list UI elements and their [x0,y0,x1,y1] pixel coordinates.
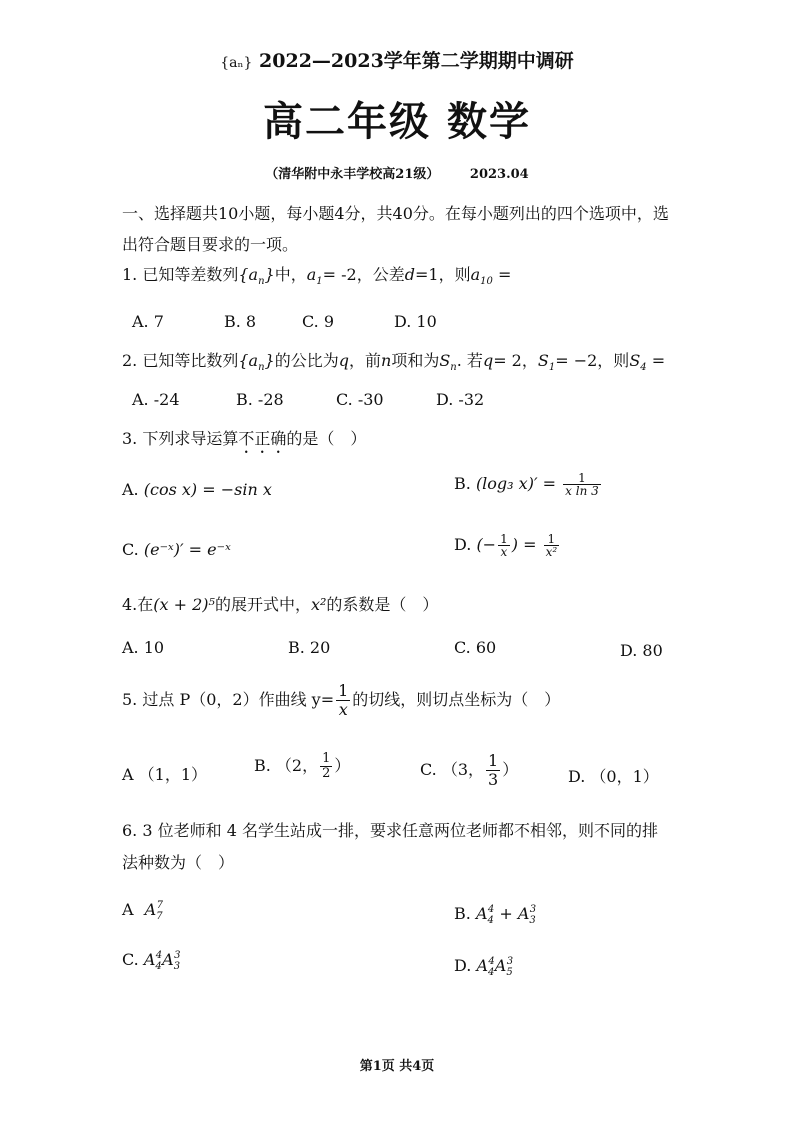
option-fraction: $\frac{1}{\text{x ln 3}}$ [565,471,599,498]
exam-date: 2023.04 [469,167,529,182]
q3-option-d [454,533,561,558]
q2-option-d: D. -32 [436,390,485,409]
q5-option-a: A （1，1） [122,765,208,784]
q5-text: 5. 过点 P（0，2）作曲线 y= [122,690,335,709]
q2-text: 项和为 [391,351,440,370]
q2-text: = [646,351,666,370]
q4-option-c: C. 60 [454,638,497,657]
q2-option-a: A. -24 [132,390,180,409]
option-label: B. [454,904,471,923]
option-label: D. [454,535,472,554]
option-label: B. [454,474,471,493]
q6-option-d: D. $A_4^4A_5^3$ [454,956,514,978]
option-label: C. [122,950,139,969]
q1-option-a: A. 7 [132,312,164,331]
question-4 [122,592,438,615]
q4-term: x² [310,595,327,614]
q1-text: = -2，公差 [322,265,405,284]
option-text: C. （3， [420,760,485,779]
q5-text: 的切线，则切点坐标为（ ） [352,690,561,709]
q5-option-c [420,752,518,789]
option-fraction: $\frac{1}{2}$ [322,751,331,781]
option-expression: ) = [511,535,537,554]
school-name: （清华附中永丰学校高21级） [265,167,440,182]
page-title: 高二年级 数学 [263,99,531,145]
option-expression: (− [476,535,497,554]
q4-option-b: B. 20 [288,638,331,657]
q1-text: 中， [274,265,307,284]
section-intro: 一、选择题共10小题，每小题4分，共40分。在每小题列出的四个选项中，选出符合题目要求的一项。 [122,204,669,254]
question-6-line-1: 6. 3 位老师和 4 名学生站成一排，要求任意两位老师都不相邻，则不同的排 [122,821,658,840]
exam-header [0,46,794,73]
q4-text: 的展开式中， [214,595,311,614]
header-term: 2022—2023学年第二学期期中调研 [259,50,574,72]
question-3 [122,426,366,457]
q5-option-b [254,752,350,781]
q4-text: 的系数是（ ） [326,595,439,614]
q5-fraction: $\frac{1}{x}$ [338,681,349,719]
q4-expression: (x + 2)⁵ [153,595,215,614]
q2-text: = −2，则 [555,351,630,370]
q2-text: 的公比为 [274,351,339,370]
option-fraction: $\frac{1}{\text{x²}}$ [545,532,558,559]
option-fraction: $\frac{1}{3}$ [488,751,499,789]
question-1: 1. 已知等差数列$\{a_n\}$中，$a_1= -2$，公差d=1，则$a_{10}$ = [122,265,512,287]
option-label: C. [122,540,139,559]
q3-text: 的是（ ） [286,429,367,448]
q3-option-c [122,540,231,559]
header-sequence-mark: {aₙ} [220,55,253,71]
page-footer: 第1页 共4页 [359,1059,435,1074]
q2-text: . 若 [456,351,483,370]
q4-option-a: A. 10 [122,638,165,657]
q1-text: = [492,265,512,284]
question-6-line-2: 法种数为（ ） [122,853,235,872]
option-expression: (log₃ x)′ = [475,474,557,493]
q2-text: = 2， [493,351,538,370]
option-expression: (cos x) = −sin x [143,480,272,499]
q1-option-b: B. 8 [224,312,257,331]
option-text: ） [502,760,519,779]
option-expression: (e⁻ˣ)′ = e⁻ˣ [143,540,231,559]
q2-option-b: B. -28 [236,390,284,409]
q4-option-d: D. 80 [620,641,663,660]
q5-option-d: D. （0，1） [568,767,659,786]
q1-option-d: D. 10 [394,312,437,331]
option-label: D. [454,956,472,975]
question-5 [122,682,560,719]
q1-text: 1. 已知等差数列 [122,265,239,284]
question-2: 2. 已知等比数列$\{a_n\}$的公比为q，前n项和为$S_n$. 若q= 2，$S_1= -2$，则$S_4$ = [122,351,666,373]
q6-option-a: A $A_7^7$ [122,900,163,922]
q6-option-b: B. $A_4^4 + A_3^3$ [454,904,537,926]
option-label: A [122,900,134,919]
option-text: B. （2， [254,756,319,775]
q6-option-c: C. $A_4^4A_3^3$ [122,950,181,972]
q3-text: 3. 下列求导运算 [122,429,239,448]
q1-text: =1，则 [415,265,471,284]
exam-subtitle [0,163,794,182]
option-fraction: $\frac{1}{x}$ [500,532,508,559]
q2-option-c: C. -30 [336,390,384,409]
option-text: ） [334,756,351,775]
q3-emphasis: 不正确 [238,429,287,448]
q2-text: 2. 已知等比数列 [122,351,239,370]
option-label: A. [122,480,139,499]
q3-option-a [122,480,272,499]
q2-text: ，前 [348,351,381,370]
q4-text: 4.在 [122,595,154,614]
q1-option-c: C. 9 [302,312,335,331]
q3-option-b [454,472,603,497]
